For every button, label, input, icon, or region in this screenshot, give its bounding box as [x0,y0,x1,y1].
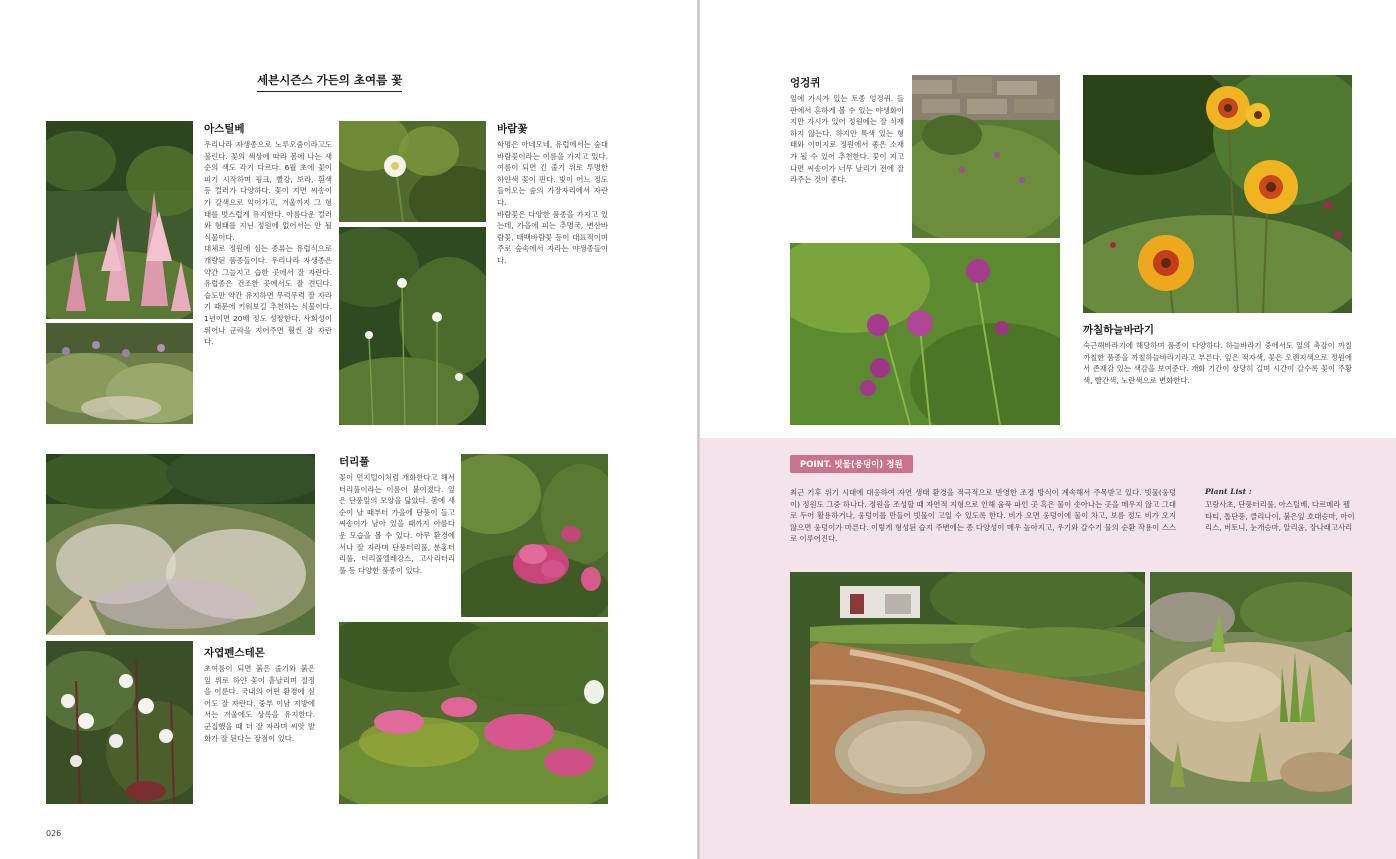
plant-description [790,93,904,186]
plant-name: 까칠하늘바라기 [1083,324,1155,336]
plant-description [1083,340,1352,386]
paragraph: 초여름이 되면 붉은 줄기와 붉은 잎 위로 하얀 꽃이 흩날리며 절정을 이룬다. 국내의 어떤 환경에 심어도 잘 자란다. 중부 이남 지방에서는 겨울에도 상록을 유지한다. 군집했을 때 더 잘 자라며 씨앗 발화가 잘 된다는 장점이 있다. [204,664,315,743]
astilbe-photo [46,121,193,319]
heliopsis-photo [1083,75,1352,313]
plant-name: 터리풀 [339,456,370,468]
paragraph: 대체로 정원에 심는 종류는 유럽식으로 개량된 품종들이다. 우리나라 자생종은 약간 그늘지고 습한 곳에서 잘 자란다. 유럽종은 건조한 곳에서도 잘 견딘다. 습도만 약간 유지하면 무럭무럭 잘 자라기 때문에 키워보길 추천하는 식물이다. 1년이면 20배 정도 성장한다. 사회성이 뛰어나 군락을 지어주면 훨씬 잘 자란다. [204,244,332,347]
plant-name: 엉겅퀴 [790,77,821,89]
thistle-closeup-photo [790,243,1060,425]
penstemon-block [204,645,315,744]
plant-name: 자엽펜스테몬 [204,647,265,659]
rain-garden-photo [790,572,1145,804]
thistle-wall-photo [912,75,1060,238]
point-text: 최근 기후 위기 시대에 대응하여 자연 생태 환경을 적극적으로 반영한 조경 방식이 계속해서 주목받고 있다. 빗물(웅덩이) 정원도 그중 하나다. 정원을 조성할 때 자연적 지형으로 인해 움푹 파인 곳 혹은 물이 솟아나는 곳을 메우지 않고 그대로 두어 활용하거나, 웅덩이를 만들어 빗물이 고일 수 있도록 한다. 비가 오면 웅덩이에 물이 차고, 보름 정도 비가 오지 않으면 웅덩이가 마른다. 이렇게 형성된 습지 주변에는 종 다양성이 매우 높아지고, 우기와 갈수기 물의 순환 작용이 스스로 이루어진다. [790,488,1176,544]
thistle-block [790,75,904,186]
paragraph: 바람꽃은 다양한 품종을 가지고 있는데, 가을에 피는 추명국, 변산바람꽃, 태백바람꽃 등이 대표적이며 주로 숲속에서 자라는 야생종들이다. [497,209,608,265]
paragraph: 학명은 아네모네, 유럽에서는 숲대바람꽃이라는 이름을 가지고 있다. 여름이 되면 긴 줄기 위로 투명한 하얀색 꽃이 핀다. 빛이 어느 정도 들어오는 숲의 가장자리에서 자란다. [497,140,608,207]
section-title: 세븐시즌스 가든의 초여름 꽃 [257,72,402,92]
wetland-plants-photo [1150,572,1352,804]
plant-description [339,472,455,576]
filipendula-block [339,454,455,576]
anemone-block [497,121,608,267]
plant-description [497,139,608,267]
paragraph: 잎에 가시가 있는 토종 엉겅퀴. 들판에서 흔하게 볼 수 있는 야생화이지만 가시가 있어 정원에는 잘 식재하지 않는다. 하지만 특색 있는 형태와 이미지로 정원에서 좋은 소재가 될 수 있어 추천한다. 꽃이 지고 나면 씨송이가 너무 날리기 전에 잘라주는 것이 좋다. [790,94,904,185]
page-number: 026 [46,829,62,838]
right-page [700,0,1396,859]
paragraph: 꽃이 먼지털이처럼 개화한다고 해서 터리풀이라는 이름이 붙여졌다. 잎은 단풍잎의 모양을 닮았다. 봄에 새순이 날 때부터 가을에 단풍이 들고 씨송이가 남아 있을 때까지 아름다운 모습을 볼 수 있다. 아무 환경에서나 잘 자라며 단풍터리풀, 분홍터리풀, 터리풀엘레강스, 고사리터리풀 등 다양한 품종이 있다. [339,473,455,575]
point-badge: POINT. 빗물(웅덩이) 정원 [790,455,913,473]
penstemon-field-photo [46,454,315,635]
astilbe-block [204,121,332,348]
penstemon-closeup-photo [46,641,193,804]
filipendula-garden-photo [339,622,608,804]
anemone-photo [339,121,486,222]
plant-name: 바람꽃 [497,123,528,135]
plant-list: 꼬랑사초, 단풍터리풀, 아스틸베, 다르메라 펠타티, 톱단풍, 클리나이, 붉은잎 호대승마, 아이리스, 버토니, 눈개승마, 알리움, 장나래고사리 [1205,500,1355,533]
anemone-garden-photo [339,227,486,425]
paragraph: 우리나라 자생종으로 노루오줌이라고도 불린다. 꽃의 색상에 따라 봄에 나는 새순의 색도 각기 다르다. 6월 초에 꽃이 피기 시작하며 핑크, 빨강, 보라, 흰색 등 컬러가 다양하다. 꽃이 지면 씨송이가 갈색으로 익어가고, 겨울까지 그 형태를 멋스럽게 유지한다. 아름다운 컬러와 형태를 지닌 정원에 없어서는 안 될 식물이다. [204,140,332,242]
paragraph: 숙근해바라기에 해당하며 품종이 다양하다. 하늘바라기 중에서도 잎의 촉감이 까칠까칠한 품종을 까칠하늘바라기라고 부른다. 잎은 적자색, 꽃은 오렌지색으로 정원에서 존재감 있는 색감을 보여준다. 개화 기간이 상당히 길며 시간이 갈수록 꽃이 주황색, 빨간색, 노란색으로 변화한다. [1083,341,1352,385]
heliopsis-block [1083,322,1352,386]
plant-name: 아스틸베 [204,123,245,135]
plant-list-block [1205,487,1355,534]
plant-description [204,139,332,348]
filipendula-closeup-photo [461,454,608,617]
plant-description [204,663,315,744]
astilbe-garden-photo [46,323,193,424]
plant-list-title: Plant List : [1205,487,1252,496]
